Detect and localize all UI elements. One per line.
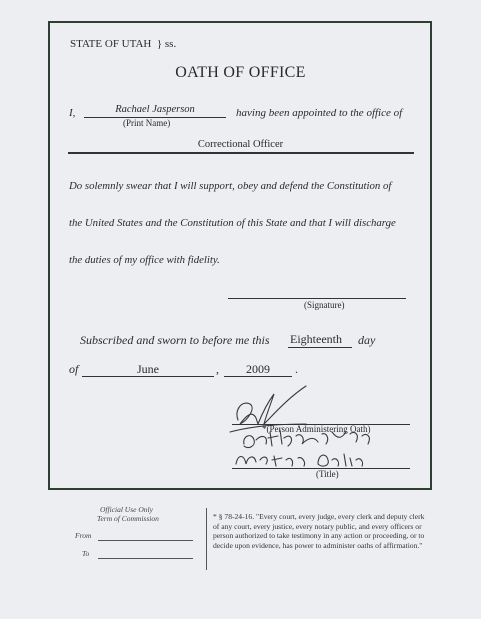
signature-line (228, 298, 406, 299)
year-value: 2009 (246, 362, 270, 376)
statute-text: * § 78-24-16. "Every court, every judge, every clerk and deputy clerk of any court, every justice, every notary public, and every officers or person authorized to take testimony in any action or proceeding, or to decide upon evidence, has power to administer oaths of affirmation." (213, 512, 425, 550)
to-label: To (82, 549, 90, 558)
brace: } (156, 38, 163, 50)
month-line (82, 376, 214, 377)
footer-divider (206, 508, 207, 570)
of-word: of (69, 362, 79, 376)
to-field-line (98, 558, 193, 559)
office-title: Correctional Officer (197, 139, 284, 150)
state-heading (70, 38, 176, 50)
oath-line-3: the duties of my office with fidelity. (69, 254, 220, 266)
oath-line-1: Do solemnly swear that I will support, obey and defend the Constitution of (69, 180, 392, 192)
official-use-label: Official Use Only (100, 505, 153, 514)
page-title: OATH OF OFFICE (175, 64, 306, 81)
term-of-commission-label: Term of Commission (97, 514, 159, 523)
appointment-text: having been appointed to the office of (236, 107, 403, 119)
office-line (68, 152, 414, 154)
from-field-line (98, 540, 193, 541)
period: . (295, 362, 298, 376)
i-label: I, (69, 107, 76, 119)
print-name-label: (Print Name) (123, 118, 171, 128)
subscribed-text: Subscribed and sworn to before me this (80, 333, 270, 347)
from-label: From (75, 531, 92, 540)
signature-label: (Signature) (304, 300, 345, 310)
day-value: Eighteenth (290, 332, 342, 346)
ss-label: ss. (164, 38, 177, 50)
state-label: STATE OF UTAH (70, 38, 152, 50)
day-word: day (358, 333, 376, 347)
comma: , (216, 362, 219, 376)
month-value: June (137, 362, 159, 376)
oath-line-2: the United States and the Constitution of this State and that I will discharge (69, 217, 396, 229)
appointee-name: Rachael Jasperson (115, 104, 195, 115)
day-line (288, 347, 352, 348)
title-label: (Title) (316, 469, 339, 479)
year-line (224, 376, 292, 377)
administrator-label: *(Person Administering Oath) (262, 424, 371, 434)
